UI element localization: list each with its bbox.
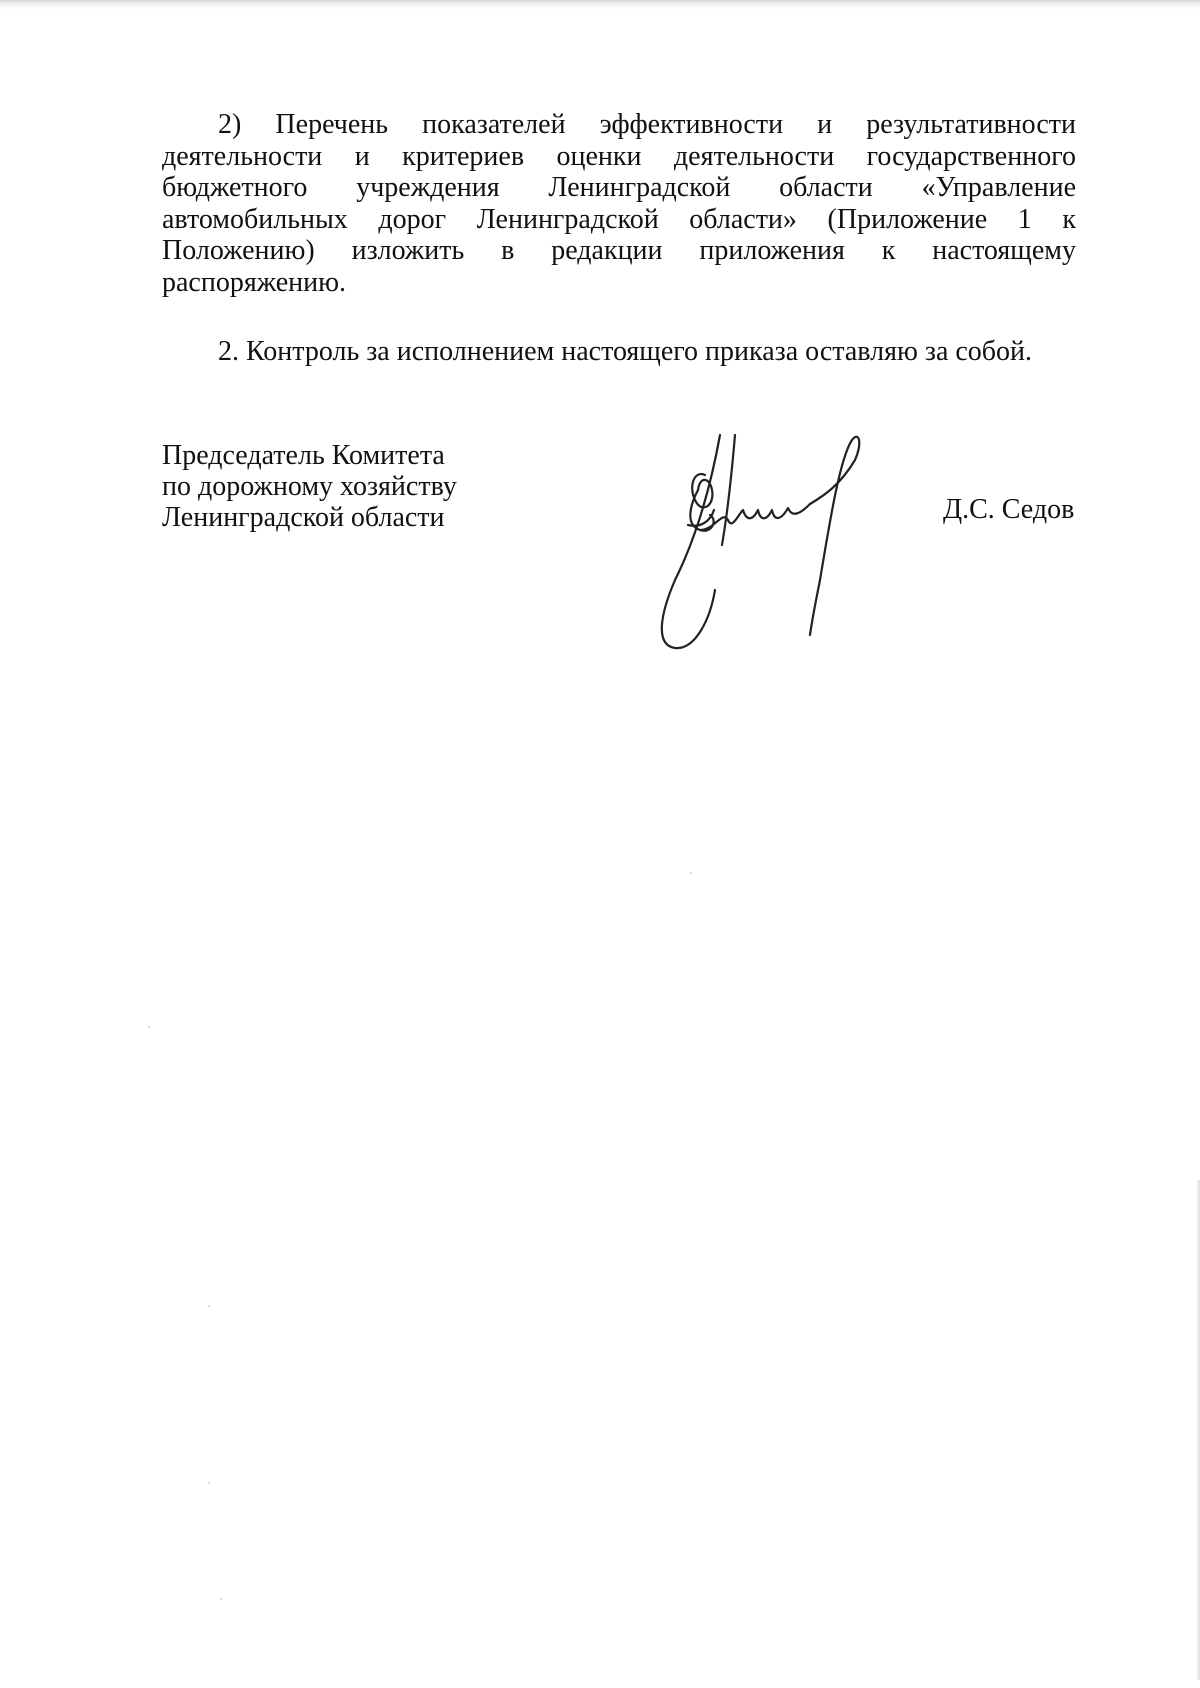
scan-speck [690, 872, 692, 874]
handwritten-signature [640, 430, 940, 660]
paragraph-list-of-indicators: 2) Перечень показателей эффективности и результативности деятельности и критериев оценки деятельности государственного бюджетного учреждения Ленинградской области «Управление автомобильных дорог Ленинградской области» (Приложение 1 к Положению) изложить в редакции приложения к настоящему распоряжению. [162, 109, 1076, 298]
scan-edge-right [1196, 1180, 1200, 1680]
scan-speck [148, 1026, 150, 1028]
signatory-position [162, 440, 457, 533]
signatory-position-line-2: по дорожному хозяйству [162, 471, 457, 502]
signatory-position-line-1: Председатель Комитета [162, 440, 445, 471]
scan-speck [220, 1598, 222, 1600]
scan-speck [208, 1305, 210, 1307]
signatory-name: Д.С. Седов [943, 494, 1075, 525]
paragraph-control-clause: 2. Контроль за исполнением настоящего приказа оставляю за собой. [218, 336, 1033, 367]
scan-edge-top [0, 0, 1200, 10]
scan-speck [208, 1482, 210, 1484]
signatory-position-line-3: Ленинградской области [162, 502, 445, 533]
